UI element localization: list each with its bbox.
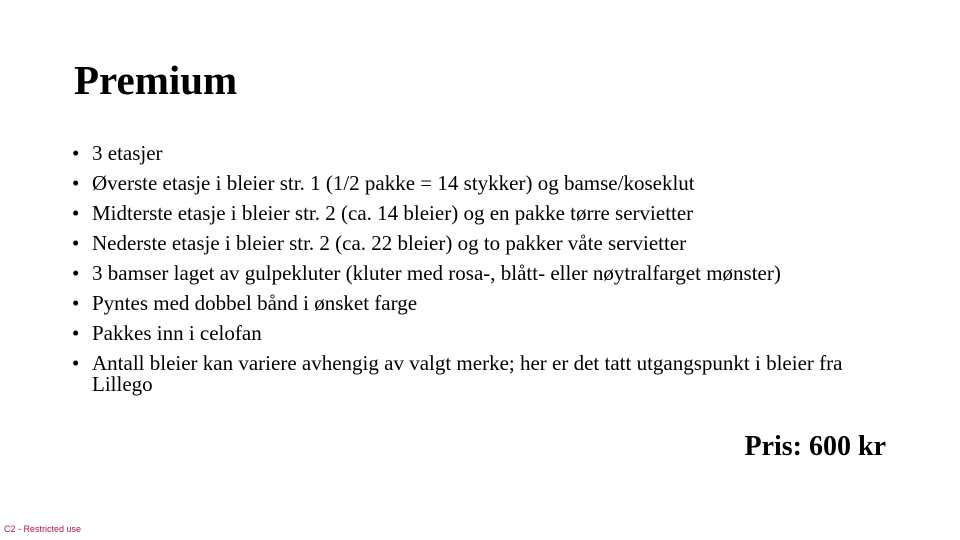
list-item: [72, 203, 872, 224]
bullet-icon: •: [72, 171, 80, 195]
list-item-text: 3 etasjer: [92, 141, 163, 165]
feature-list: [72, 143, 872, 404]
price-label: Pris: 600 kr: [744, 431, 886, 462]
bullet-icon: •: [72, 231, 80, 255]
list-item-text: Antall bleier kan variere avhengig av valgt merke; her er det tatt utgangspunkt i bleier fra Lillego: [92, 351, 843, 396]
bullet-icon: •: [72, 351, 80, 375]
bullet-icon: •: [72, 291, 80, 315]
list-item-text: Midterste etasje i bleier str. 2 (ca. 14 bleier) og en pakke tørre servietter: [92, 201, 694, 225]
list-item: [72, 293, 872, 314]
list-item: [72, 353, 872, 395]
list-item: [72, 143, 872, 164]
list-item-text: Nederste etasje i bleier str. 2 (ca. 22 bleier) og to pakker våte servietter: [92, 231, 687, 255]
bullet-icon: •: [72, 321, 80, 345]
list-item-text: Øverste etasje i bleier str. 1 (1/2 pakke = 14 stykker) og bamse/koseklut: [92, 171, 695, 195]
list-item: [72, 173, 872, 194]
bullet-icon: •: [72, 261, 80, 285]
list-item: [72, 263, 872, 284]
slide-title: Premium: [74, 57, 238, 103]
list-item-text: Pyntes med dobbel bånd i ønsket farge: [92, 291, 418, 315]
list-item-text: 3 bamser laget av gulpekluter (kluter med rosa-, blått- eller nøytralfarget mønster): [92, 261, 781, 285]
bullet-icon: •: [72, 201, 80, 225]
bullet-icon: •: [72, 141, 80, 165]
list-item: [72, 233, 872, 254]
list-item-text: Pakkes inn i celofan: [92, 321, 262, 345]
classification-label: C2 - Restricted use: [4, 524, 82, 534]
list-item: [72, 323, 872, 344]
